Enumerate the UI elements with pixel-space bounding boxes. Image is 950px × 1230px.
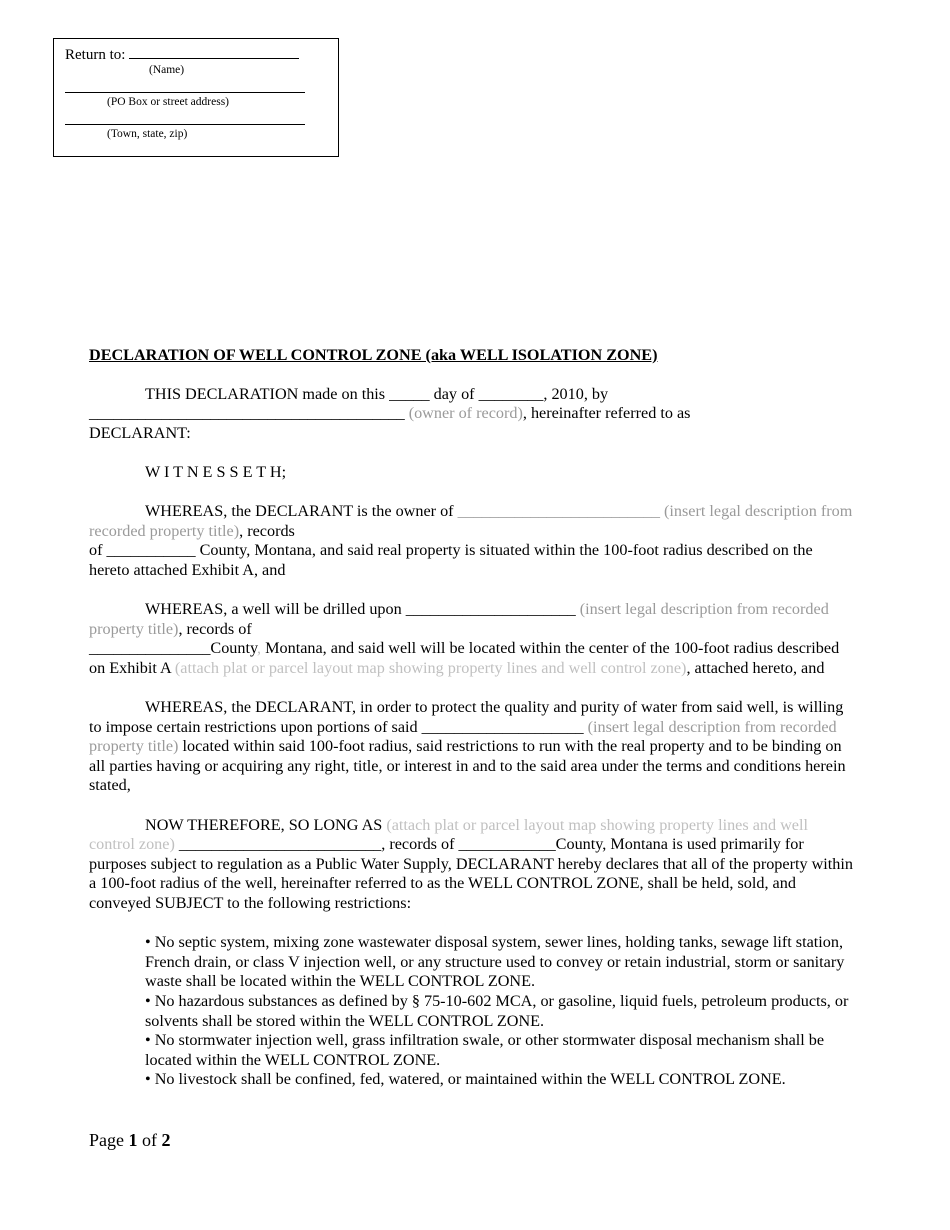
p2-text-2: , records: [239, 521, 295, 540]
p3-text-1: WHEREAS, a well will be drilled upon _____________________: [145, 600, 580, 619]
p3-hint-2: (attach plat or parcel layout map showing property lines and well control zone): [174, 658, 687, 677]
of-word: of: [137, 1130, 162, 1150]
declaration-document: [89, 346, 857, 1090]
page-total: 2: [161, 1130, 171, 1150]
document-title: DECLARATION OF WELL CONTROL ZONE (aka WELL ISOLATION ZONE): [89, 346, 658, 364]
return-to-line: [65, 46, 299, 64]
p1-text-3: DECLARANT:: [89, 423, 191, 442]
page-number: 1: [128, 1130, 138, 1150]
witnesseth: W I T N E S S E T H;: [145, 462, 287, 481]
p1-owner-hint: (owner of record): [404, 404, 523, 423]
p5-text-1: NOW THEREFORE, SO LONG AS: [145, 815, 387, 834]
p4-text-2: located within said 100-foot radius, said restrictions to run with the real property and to be binding on all parties having or acquiring any right, title, or interest in and to the said area under the terms and conditions herein stated,: [89, 737, 846, 795]
restriction-item: • No livestock shall be confined, fed, watered, or maintained within the WELL CONTROL ZONE.: [145, 1070, 786, 1089]
p1-text-2: , hereinafter referred to as: [522, 404, 691, 423]
p1-text-1: THIS DECLARATION made on this _____ day of ________, 2010, by: [145, 384, 609, 403]
name-blank: [129, 46, 299, 59]
town-blank: [65, 124, 305, 125]
paragraph-declaration: [89, 385, 857, 444]
paragraph-whereas-restrictions: [89, 698, 857, 796]
restrictions-list: [89, 933, 857, 1090]
return-address-box: [53, 38, 339, 157]
p3-text-2: , records of: [178, 619, 252, 638]
p1-owner-blank: _______________________________________: [89, 404, 405, 423]
town-caption: (Town, state, zip): [107, 128, 188, 140]
paragraph-now-therefore: [89, 816, 857, 914]
return-to-label: Return to:: [65, 47, 126, 63]
p3-text-4: Montana, and said well will be located within the center of the 100-foot radius described on Exhibit A: [89, 639, 840, 677]
restriction-item: • No hazardous substances as defined by § 75-10-602 MCA, or gasoline, liquid fuels, petroleum products, or solvents shall be stored within the WELL CONTROL ZONE.: [145, 992, 849, 1030]
paragraph-whereas-owner: [89, 502, 857, 580]
paragraph-whereas-well: [89, 600, 857, 678]
p4-text-1: WHEREAS, the DECLARANT, in order to protect the quality and purity of water from said well, is willing to impose certain restrictions upon portions of said ____________________: [89, 698, 844, 736]
address-caption: (PO Box or street address): [107, 96, 230, 108]
restriction-item: • No stormwater injection well, grass infiltration swale, or other stormwater disposal mechanism shall be located within the WELL CONTROL ZONE.: [145, 1031, 825, 1069]
address-blank: [65, 92, 305, 93]
p3-comma-hint: ,: [257, 639, 262, 658]
p3-text-3: _______________County: [89, 639, 258, 658]
p4-hint: (insert legal description from recorded property title): [89, 717, 837, 756]
p2-hint: _________________________ (insert legal description from recorded property title): [89, 502, 853, 540]
restriction-item: • No septic system, mixing zone wastewater disposal system, sewer lines, holding tanks, sewage lift station, French drain, or class V injection well, or any structure used to convey or retain industrial, storm or sanitary waste shall be located within the WELL CONTROL ZONE.: [145, 933, 845, 991]
p2-text-1: WHEREAS, the DECLARANT is the owner of: [145, 502, 458, 521]
p5-hint: (attach plat or parcel layout map showing property lines and well control zone): [89, 815, 808, 854]
p5-text-2: _________________________, records of ____________County, Montana is used primarily for purposes subject to regulation as a Public Water Supply, DECLARANT hereby declares that all of the property within a 100-foot radius of the well, hereinafter referred to as the WELL CONTROL ZONE, shall be held, sold, and conveyed SUBJECT to the following restrictions:: [89, 835, 853, 913]
p3-hint: (insert legal description from recorded property title): [89, 600, 829, 638]
page-word: Page: [89, 1130, 129, 1150]
page-footer: [89, 1130, 171, 1151]
p3-text-5: , attached hereto, and: [686, 658, 825, 677]
name-caption: (Name): [149, 64, 185, 76]
p2-text-3: of ___________ County, Montana, and said real property is situated within the 100-foot radius described on the hereto attached Exhibit A, and: [89, 541, 813, 579]
